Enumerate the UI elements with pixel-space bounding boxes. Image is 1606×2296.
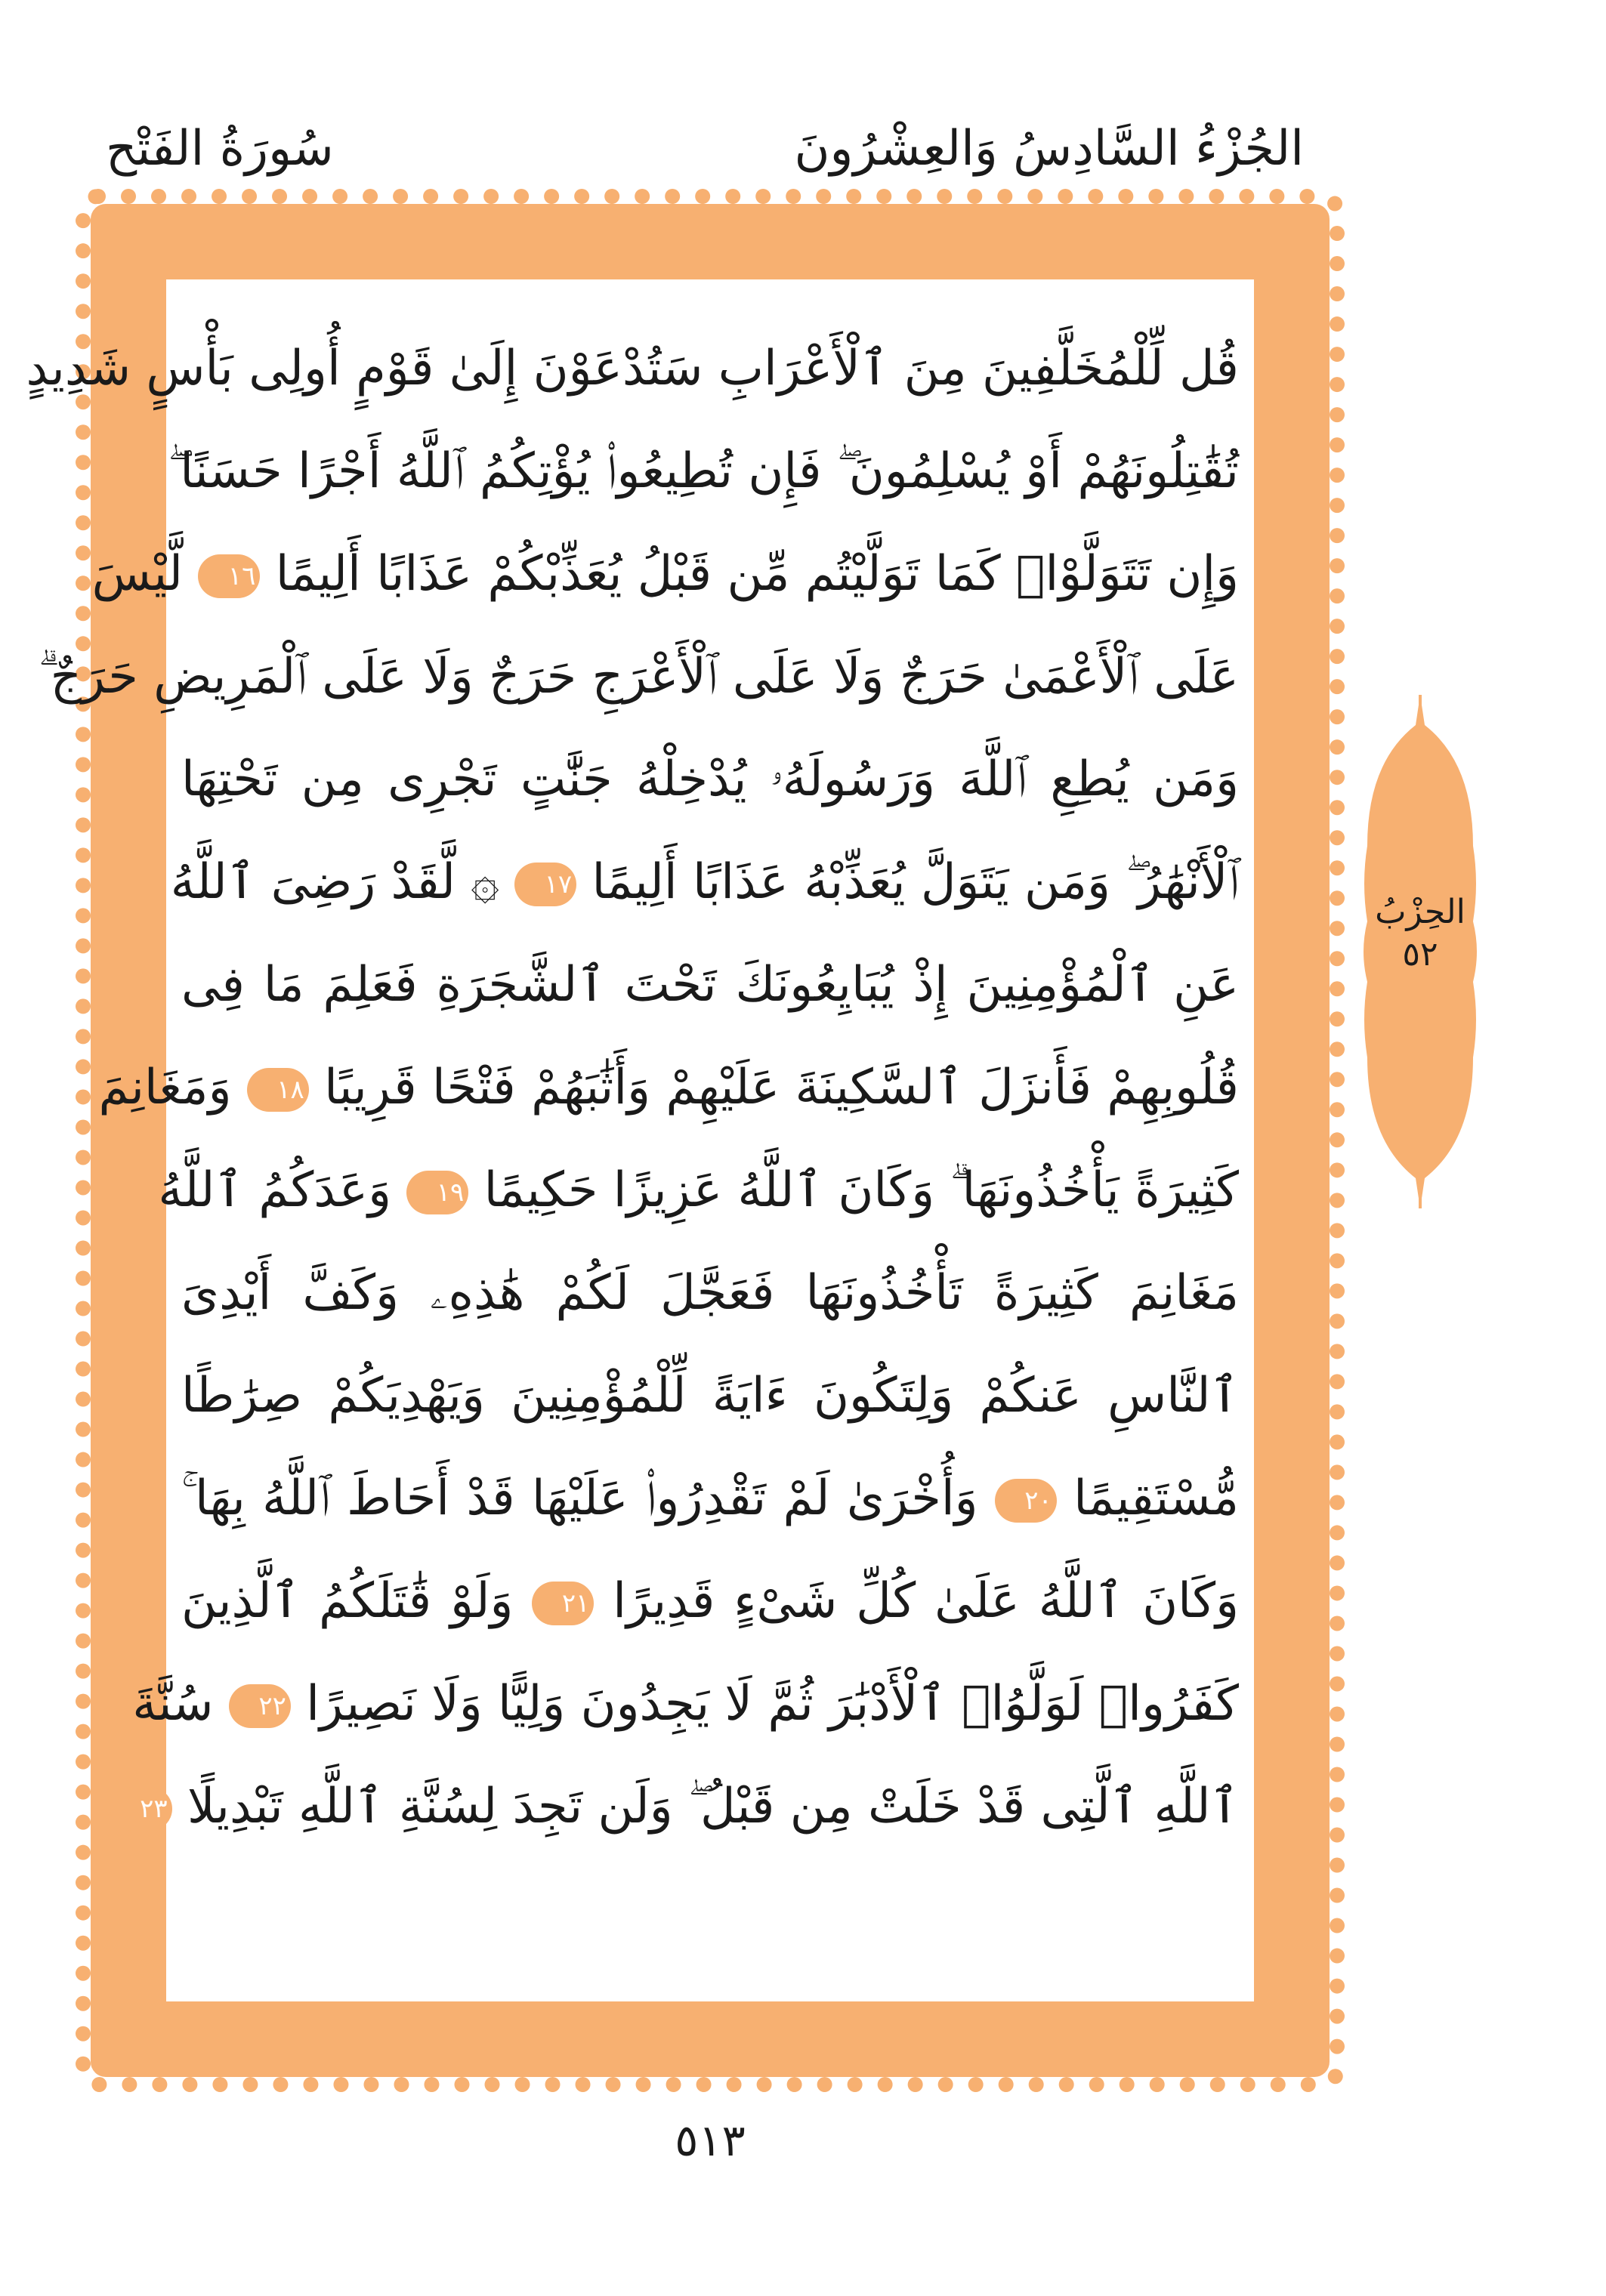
ayah-number-marker: ١٩ (406, 1171, 468, 1214)
verse-text: عَلَى ٱلْأَعْمَىٰ حَرَجٌ وَلَا عَلَى ٱلْأَعْرَجِ حَرَجٌ وَلَا عَلَى ٱلْمَرِيضِ حَرَجٌ ۗ (38, 649, 1239, 705)
verse-text-continued: وَأُخْرَىٰ لَمْ تَقْدِرُوا۟ عَلَيْهَا قَدْ أَحَاطَ ٱللَّهُ بِهَا ۚ (181, 1470, 978, 1526)
verse-text-continued: وَمَغَانِمَ (98, 1060, 232, 1116)
ayah-number-marker: ٢٣ (110, 1787, 172, 1831)
verse-text-continued: وَلَوْ قَٰتَلَكُمُ ٱلَّذِينَ (181, 1573, 514, 1629)
ayah-number-marker: ٢٢ (229, 1684, 291, 1728)
verse-line (181, 728, 1239, 831)
hizb-label (1360, 891, 1481, 976)
verse-text: عَنِ ٱلْمُؤْمِنِينَ إِذْ يُبَايِعُونَكَ تَحْتَ ٱلشَّجَرَةِ فَعَلِمَ مَا فِى (181, 957, 1239, 1013)
verse-text: ٱللَّهِ ٱلَّتِى قَدْ خَلَتْ مِن قَبْلُ ۖ وَلَن تَجِدَ لِسُنَّةِ ٱللَّهِ تَبْدِيلًا (187, 1779, 1239, 1835)
verse-text-continued: وَعَدَكُمُ ٱللَّهُ (158, 1162, 391, 1218)
verse-text: وَمَن يُطِعِ ٱللَّهَ وَرَسُولَهُۥ يُدْخِلْهُ جَنَّٰتٍ تَجْرِى مِن تَحْتِهَا (181, 751, 1239, 807)
verse-line (181, 934, 1239, 1036)
verse-text: تُقَٰتِلُونَهُمْ أَوْ يُسْلِمُونَ ۖ فَإِن تُطِيعُوا۟ يُؤْتِكُمُ ٱللَّهُ أَجْرًا حَسَنًا ۖ (168, 443, 1239, 499)
verse-text: وَإِن تَتَوَلَّوْا۟ كَمَا تَوَلَّيْتُم مِّن قَبْلُ يُعَذِّبْكُمْ عَذَابًا أَلِيمًا (275, 546, 1239, 602)
verse-text: كَثِيرَةً يَأْخُذُونَهَا ۗ وَكَانَ ٱللَّهُ عَزِيزًا حَكِيمًا (483, 1162, 1239, 1218)
verse-text: مُّسْتَقِيمًا (1073, 1470, 1240, 1526)
ayah-number-marker: ٢٠ (995, 1479, 1057, 1523)
verse-text: وَكَانَ ٱللَّهُ عَلَىٰ كُلِّ شَىْءٍ قَدِيرًا (613, 1573, 1240, 1629)
verse-text-continued: ۞ لَّقَدْ رَضِىَ ٱللَّهُ (170, 854, 499, 910)
verse-line (181, 1550, 1239, 1653)
verse-text-continued: لَّيْسَ (91, 546, 183, 602)
verse-text: مَغَانِمَ كَثِيرَةً تَأْخُذُونَهَا فَعَجَّلَ لَكُمْ هَٰذِهِۦ وَكَفَّ أَيْدِىَ (181, 1265, 1239, 1321)
verse-line (181, 1447, 1239, 1550)
verse-text: قُل لِّلْمُخَلَّفِينَ مِنَ ٱلْأَعْرَابِ سَتُدْعَوْنَ إِلَىٰ قَوْمٍ أُولِى بَأْسٍ شَدِيدٍ (26, 341, 1239, 397)
ayah-number-marker: ٢١ (532, 1582, 594, 1625)
verse-text: كَفَرُوا۟ لَوَلَّوُا۟ ٱلْأَدْبَٰرَ ثُمَّ لَا يَجِدُونَ وَلِيًّا وَلَا نَصِيرًا (306, 1676, 1239, 1732)
verse-lines (26, 317, 1240, 1858)
verse-line (132, 1653, 1239, 1755)
hizb-title: الحِزْبُ (1375, 893, 1465, 931)
verse-line (170, 831, 1239, 934)
verse-line (158, 1139, 1239, 1242)
verse-text: ٱلْأَنْهَٰرُ ۖ وَمَن يَتَوَلَّ يُعَذِّبْهُ عَذَابًا أَلِيمًا (591, 854, 1239, 910)
surah-title: سُورَةُ الفَتْح (106, 121, 334, 177)
verse-text: قُلُوبِهِمْ فَأَنزَلَ ٱلسَّكِينَةَ عَلَيْهِمْ وَأَثَٰبَهُمْ فَتْحًا قَرِيبًا (324, 1060, 1239, 1116)
juz-title: الجُزْءُ السَّادِسُ وَالعِشْرُونَ (794, 121, 1304, 177)
ayah-number-marker: ١٧ (514, 863, 576, 906)
verse-text: ٱلنَّاسِ عَنكُمْ وَلِتَكُونَ ءَايَةً لِّلْمُؤْمِنِينَ وَيَهْدِيَكُمْ صِرَٰطًا (181, 1368, 1239, 1424)
verse-text-continued: سُنَّةَ (132, 1676, 214, 1732)
verse-line (181, 1344, 1239, 1447)
verse-line (38, 625, 1239, 728)
verse-line (26, 317, 1239, 420)
verse-line (91, 523, 1239, 625)
verse-line (98, 1036, 1239, 1139)
verse-line (140, 1755, 1239, 1858)
verse-line (168, 420, 1239, 523)
ayah-number-marker: ١٦ (198, 554, 260, 598)
verse-line (181, 1242, 1239, 1344)
ayah-number-marker: ١٨ (247, 1068, 309, 1112)
hizb-number: ٥٢ (1402, 935, 1438, 974)
page-number: ٥١٣ (675, 2115, 746, 2166)
